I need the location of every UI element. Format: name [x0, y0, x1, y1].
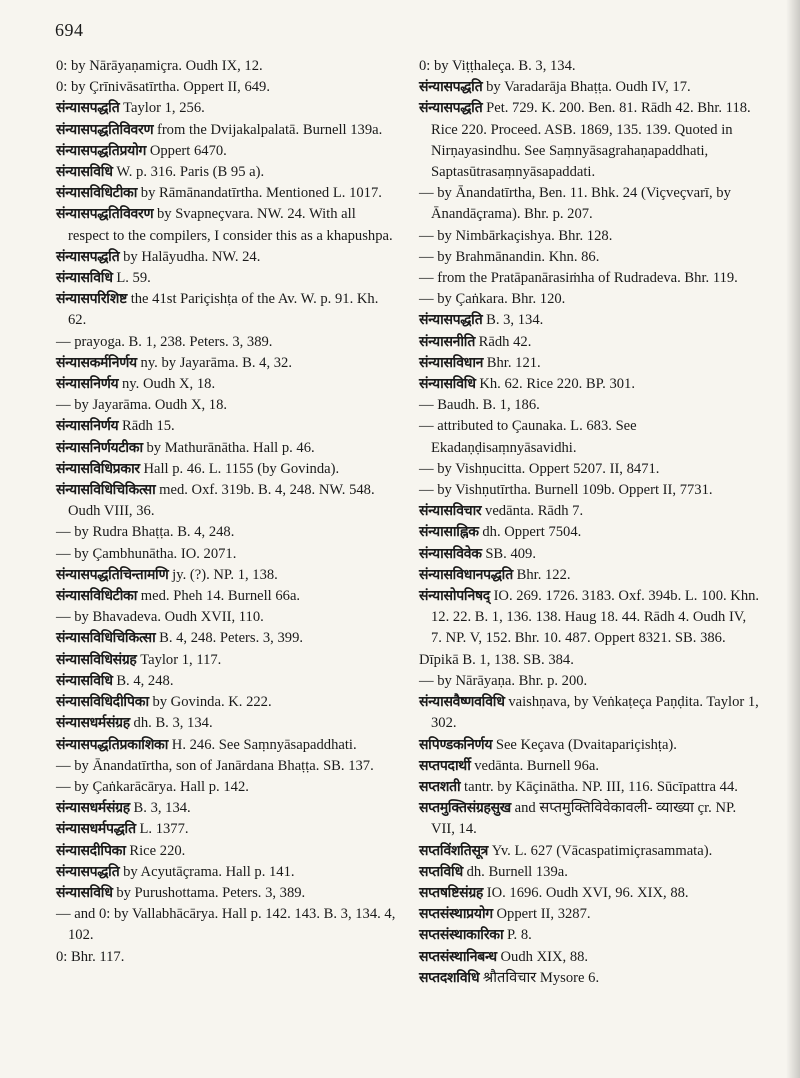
index-entry — [419, 544, 760, 565]
entry-text: Rādh 42. — [478, 333, 532, 350]
index-entry — [419, 777, 760, 798]
sanskrit-headword: संन्यासपद्धतिचिन्तामणि — [56, 566, 169, 583]
entry-text: SB. 409. — [485, 545, 536, 562]
entry-text: B. 4, 248. Peters. 3, 399. — [159, 630, 304, 647]
entry-text: med. Pheh 14. Burnell 66a. — [140, 588, 301, 605]
sanskrit-headword: संन्यासदीपिका — [56, 842, 126, 859]
index-entry — [419, 522, 760, 543]
entry-text: P. 8. — [507, 927, 532, 944]
index-entry — [419, 756, 760, 777]
entry-text: Oudh XIX, 88. — [500, 948, 589, 965]
entry-text: — from the Pratāpanārasiṁha of Rudradeva. Bhr. 119. — [419, 270, 738, 287]
left-column — [56, 56, 396, 968]
entry-text: — by Jayarāma. Oudh X, 18. — [56, 397, 228, 414]
entry-text: B. 4, 248. — [116, 672, 174, 689]
index-entry — [419, 332, 760, 353]
entry-text: Kh. 62. Rice 220. BP. 301. — [479, 376, 635, 393]
entry-text: B. 3, 134. — [133, 800, 191, 817]
entry-text: vaishṇava, by Veṅkaṭeça Paṇḍita. Taylor 1, 302. — [431, 694, 759, 732]
index-entry — [56, 947, 396, 968]
index-entry — [419, 395, 760, 416]
entry-text: Dīpikā B. 1, 138. SB. 384. — [419, 651, 574, 668]
sanskrit-headword: संन्यासविधान — [419, 354, 484, 371]
sanskrit-headword: संन्यासविवेक — [419, 545, 482, 562]
entry-text: Hall p. 46. L. 1155 (by Govinda). — [143, 460, 340, 477]
entry-text: — by Ānandatīrtha, Ben. 11. Bhk. 24 (Viçveçvarī, by Ānandāçrama). Bhr. p. 207. — [419, 185, 731, 223]
index-entry — [56, 819, 396, 840]
index-entry — [56, 416, 396, 437]
index-entry — [56, 650, 396, 671]
index-entry — [56, 77, 396, 98]
index-entry — [56, 120, 396, 141]
sanskrit-headword: संन्यासकर्मनिर्णय — [56, 354, 137, 371]
index-entry — [419, 862, 760, 883]
page-edge-shadow — [786, 0, 800, 1078]
entry-text: by Mathurānātha. Hall p. 46. — [146, 439, 315, 456]
sanskrit-headword: संन्यासपद्धति — [419, 100, 483, 117]
index-entry — [419, 289, 760, 310]
entry-text: dh. Burnell 139a. — [466, 863, 568, 880]
sanskrit-headword: सप्तदशविधि — [419, 969, 480, 986]
entry-text: ny. by Jayarāma. B. 4, 32. — [140, 354, 292, 371]
sanskrit-headword: संन्यासपद्धति — [419, 79, 483, 96]
entry-text: — by Rudra Bhaṭṭa. B. 4, 248. — [56, 524, 235, 541]
entry-text: — and 0: by Vallabhācārya. Hall p. 142. 143. B. 3, 134. 4, 102. — [56, 906, 396, 944]
entry-text: jy. (?). NP. 1, 138. — [172, 566, 278, 583]
entry-text: H. 246. See Saṃnyāsapaddhati. — [171, 736, 357, 753]
sanskrit-headword: संन्यासविधि — [56, 164, 113, 181]
entry-text: — by Çaṅkara. Bhr. 120. — [419, 291, 566, 308]
sanskrit-headword: संन्यासविधिटीका — [56, 588, 138, 605]
sanskrit-headword: सप्तमुक्तिसंग्रहसुख — [419, 800, 511, 817]
sanskrit-headword: संन्यासविधि — [419, 376, 476, 393]
index-entry — [56, 268, 396, 289]
entry-text: — by Nārāyaṇa. Bhr. p. 200. — [419, 672, 588, 689]
index-entry — [419, 416, 760, 458]
entry-text: W. p. 316. Paris (B 95 a). — [116, 164, 265, 181]
sanskrit-headword: संन्यासनिर्णय — [56, 376, 119, 393]
index-entry — [56, 204, 396, 246]
sanskrit-headword: संन्यासधर्मसंग्रह — [56, 715, 130, 732]
sanskrit-headword: सप्तसंस्थाप्रयोग — [419, 906, 493, 923]
index-entry — [56, 395, 396, 416]
sanskrit-headword: संन्यासधर्मसंग्रह — [56, 800, 130, 817]
index-entry — [419, 692, 760, 734]
sanskrit-headword: संन्यासविधि — [56, 270, 113, 287]
sanskrit-headword: संन्यासविधिटीका — [56, 185, 138, 202]
index-entry — [56, 247, 396, 268]
index-entry — [56, 607, 396, 628]
sanskrit-headword: संन्यासपरिशिष्ट — [56, 291, 128, 308]
index-entry — [419, 798, 760, 840]
index-entry — [56, 332, 396, 353]
entry-text: Oppert II, 3287. — [496, 906, 591, 923]
index-entry — [56, 841, 396, 862]
entry-text: by Svapneçvara. NW. 24. With all respect to the compilers, I consider this as a khapushpa. — [68, 206, 393, 244]
sanskrit-headword: सप्तषष्टिसंग्रह — [419, 884, 484, 901]
sanskrit-headword: सप्तपदार्थी — [419, 757, 471, 774]
entry-text: vedānta. Burnell 96a. — [474, 757, 600, 774]
entry-text: ny. Oudh X, 18. — [122, 376, 216, 393]
index-entry — [56, 438, 396, 459]
sanskrit-headword: संन्यासपद्धति — [56, 248, 120, 265]
entry-text: — attributed to Çaunaka. L. 683. See Ekadaṇḍisaṃnyāsavidhi. — [419, 418, 637, 456]
sanskrit-headword: संन्यासाह्निक — [419, 524, 479, 541]
index-entry — [419, 56, 760, 77]
index-entry — [56, 183, 396, 204]
index-entry — [56, 671, 396, 692]
entry-text: Rādh 15. — [122, 418, 175, 435]
index-entry — [419, 480, 760, 501]
entry-text: — by Çambhunātha. IO. 2071. — [56, 545, 237, 562]
index-entry — [419, 247, 760, 268]
sanskrit-headword: संन्यासपद्धति — [419, 312, 483, 329]
entry-text: Yv. L. 627 (Vācaspatimiçrasammata). — [491, 842, 713, 859]
index-entry — [419, 310, 760, 331]
entry-text: 0: by Viṭṭhaleça. B. 3, 134. — [419, 58, 576, 74]
sanskrit-headword: संन्यासविधि — [56, 672, 113, 689]
index-entry — [419, 947, 760, 968]
entry-text: — by Vishṇutīrtha. Burnell 109b. Oppert II, 7731. — [419, 482, 713, 499]
entry-text: — by Ānandatīrtha, son of Janārdana Bhaṭṭa. SB. 137. — [56, 757, 374, 774]
sanskrit-headword: संन्यासविधानपद्धति — [419, 566, 513, 583]
entry-text: by Purushottama. Peters. 3, 389. — [116, 884, 306, 901]
entry-text: Bhr. 122. — [516, 566, 571, 583]
index-entry — [56, 353, 396, 374]
index-entry — [56, 141, 396, 162]
entry-text: med. Oxf. 319b. B. 4, 248. NW. 548. Oudh VIII, 36. — [68, 482, 375, 520]
index-entry — [56, 798, 396, 819]
entry-text: tantr. by Kāçinātha. NP. III, 116. Sūcīpattra 44. — [464, 778, 738, 795]
entry-text: by Acyutāçrama. Hall p. 141. — [123, 863, 295, 880]
entry-text: dh. Oppert 7504. — [482, 524, 582, 541]
entry-text: 0: Bhr. 117. — [56, 948, 125, 965]
sanskrit-headword: संन्यासविचार — [419, 503, 482, 520]
index-entry — [56, 904, 396, 946]
index-entry — [56, 522, 396, 543]
sanskrit-headword: संन्यासपद्धति — [56, 863, 120, 880]
sanskrit-headword: संन्यासपद्धतिविवरण — [56, 206, 154, 223]
sanskrit-headword: संन्यासपद्धतिप्रयोग — [56, 142, 147, 159]
entry-text: Oppert 6470. — [149, 142, 227, 159]
sanskrit-headword: सप्तविंशतिसूत्र — [419, 842, 489, 859]
index-entry — [419, 925, 760, 946]
index-entry — [419, 650, 760, 671]
index-entry — [56, 162, 396, 183]
sanskrit-headword: संन्यासपद्धतिविवरण — [56, 121, 154, 138]
entry-text: by Rāmānandatīrtha. Mentioned L. 1017. — [140, 185, 382, 202]
sanskrit-headword: सप्तविधि — [419, 863, 463, 880]
sanskrit-headword: संन्यासनिर्णय — [56, 418, 119, 435]
entry-text: — by Nimbārkaçishya. Bhr. 128. — [419, 227, 613, 244]
index-entry — [56, 628, 396, 649]
sanskrit-headword: सप्तसंस्थानिबन्ध — [419, 948, 497, 965]
entry-text: — by Vishṇucitta. Oppert 5207. II, 8471. — [419, 460, 660, 477]
index-entry — [419, 735, 760, 756]
index-entry — [419, 98, 760, 183]
sanskrit-headword: संन्यासविधिचिकित्सा — [56, 630, 156, 647]
sanskrit-headword: सप्तशती — [419, 778, 461, 795]
index-entry — [419, 374, 760, 395]
index-entry — [419, 459, 760, 480]
entry-text: L. 1377. — [139, 821, 189, 838]
index-entry — [419, 226, 760, 247]
index-entry — [419, 565, 760, 586]
entry-text: — by Brahmānandin. Khn. 86. — [419, 248, 600, 265]
entry-text: L. 59. — [116, 270, 151, 287]
entry-text: IO. 269. 1726. 3183. Oxf. 394b. L. 100. Khn. 12. 22. B. 1, 136. 138. Haug 18. 44. Rādh 4. Oudh IV, 7. NP. V, 152. Bhr. 10. 487. Oppert 8321. SB. 386. — [431, 588, 760, 647]
entry-text: the 41st Pariçishṭa of the Av. W. p. 91. Kh. 62. — [68, 291, 379, 329]
entry-text: 0: by Nārāyaṇamiçra. Oudh IX, 12. — [56, 58, 263, 74]
entry-text: and सप्तमुक्तिविवेकावली- व्याख्या çr. NP. VII, 14. — [431, 800, 737, 838]
entry-text: B. 3, 134. — [486, 312, 544, 329]
index-entry — [419, 883, 760, 904]
index-entry — [419, 77, 760, 98]
index-entry — [56, 480, 396, 522]
entry-text: Taylor 1, 256. — [123, 100, 205, 117]
entry-text: by Halāyudha. NW. 24. — [123, 248, 261, 265]
entry-text: Bhr. 121. — [486, 354, 541, 371]
index-entry — [419, 183, 760, 225]
entry-text: from the Dvijakalpalatā. Burnell 139a. — [156, 121, 383, 138]
index-entry — [56, 862, 396, 883]
index-entry — [56, 459, 396, 480]
sanskrit-headword: सपिण्डकनिर्णय — [419, 736, 493, 753]
index-entry — [56, 713, 396, 734]
index-entry — [56, 289, 396, 331]
sanskrit-headword: संन्यासोपनिषद् — [419, 588, 490, 605]
entry-text: — prayoga. B. 1, 238. Peters. 3, 389. — [56, 333, 273, 350]
sanskrit-headword: संन्यासविधिप्रकार — [56, 460, 140, 477]
index-entry — [56, 586, 396, 607]
sanskrit-headword: संन्यासविधिचिकित्सा — [56, 482, 156, 499]
entry-text: Rice 220. — [129, 842, 186, 859]
index-entry — [419, 268, 760, 289]
index-entry — [419, 904, 760, 925]
sanskrit-headword: संन्यासनिर्णयटीका — [56, 439, 143, 456]
index-entry — [56, 98, 396, 119]
entry-text: See Keçava (Dvaitapariçishṭa). — [495, 736, 677, 753]
sanskrit-headword: सप्तसंस्थाकारिका — [419, 927, 504, 944]
sanskrit-headword: संन्यासविधिसंग्रह — [56, 651, 137, 668]
index-entry — [419, 586, 760, 650]
entry-text: Taylor 1, 117. — [140, 651, 222, 668]
entry-text: — by Çaṅkarācārya. Hall p. 142. — [56, 778, 249, 795]
index-entry — [56, 374, 396, 395]
entry-text: 0: by Çrīnivāsatīrtha. Oppert II, 649. — [56, 79, 270, 96]
entry-text: Pet. 729. K. 200. Ben. 81. Rādh 42. Bhr. 118. Rice 220. Proceed. ASB. 1869, 135. 139. Quoted in Nirṇayasindhu. See Saṃnyāsagrahaṇapaddhati, Saptasūtrasaṃnyāsapaddati. — [431, 100, 751, 181]
entry-text: dh. B. 3, 134. — [133, 715, 213, 732]
sanskrit-headword: संन्यासविधिदीपिका — [56, 694, 149, 711]
entry-text: श्रौतविचार Mysore 6. — [482, 969, 600, 986]
entry-text: IO. 1696. Oudh XVI, 96. XIX, 88. — [486, 884, 689, 901]
index-entry — [419, 353, 760, 374]
index-entry — [56, 692, 396, 713]
index-entry — [419, 841, 760, 862]
index-entry — [56, 777, 396, 798]
sanskrit-headword: संन्यासवैष्णवविधि — [419, 694, 505, 711]
index-entry — [419, 501, 760, 522]
entry-text: — Baudh. B. 1, 186. — [419, 397, 540, 414]
entry-text: vedānta. Rādh 7. — [485, 503, 584, 520]
sanskrit-headword: संन्यासधर्मपद्धति — [56, 821, 136, 838]
index-entry — [56, 56, 396, 77]
index-entry — [56, 756, 396, 777]
sanskrit-headword: संन्यासनीति — [419, 333, 476, 350]
index-entry — [419, 671, 760, 692]
sanskrit-headword: संन्यासपद्धतिप्रकाशिका — [56, 736, 169, 753]
sanskrit-headword: संन्यासपद्धति — [56, 100, 120, 117]
index-entry — [56, 735, 396, 756]
index-entry — [56, 544, 396, 565]
sanskrit-headword: संन्यासविधि — [56, 884, 113, 901]
entry-text: by Govinda. K. 222. — [152, 694, 272, 711]
entry-text: by Varadarāja Bhaṭṭa. Oudh IV, 17. — [486, 79, 691, 96]
index-entry — [56, 565, 396, 586]
page-number: 694 — [55, 20, 84, 40]
index-entry — [56, 883, 396, 904]
right-column — [419, 56, 760, 989]
entry-text: — by Bhavadeva. Oudh XVII, 110. — [56, 609, 264, 626]
index-entry — [419, 968, 760, 989]
